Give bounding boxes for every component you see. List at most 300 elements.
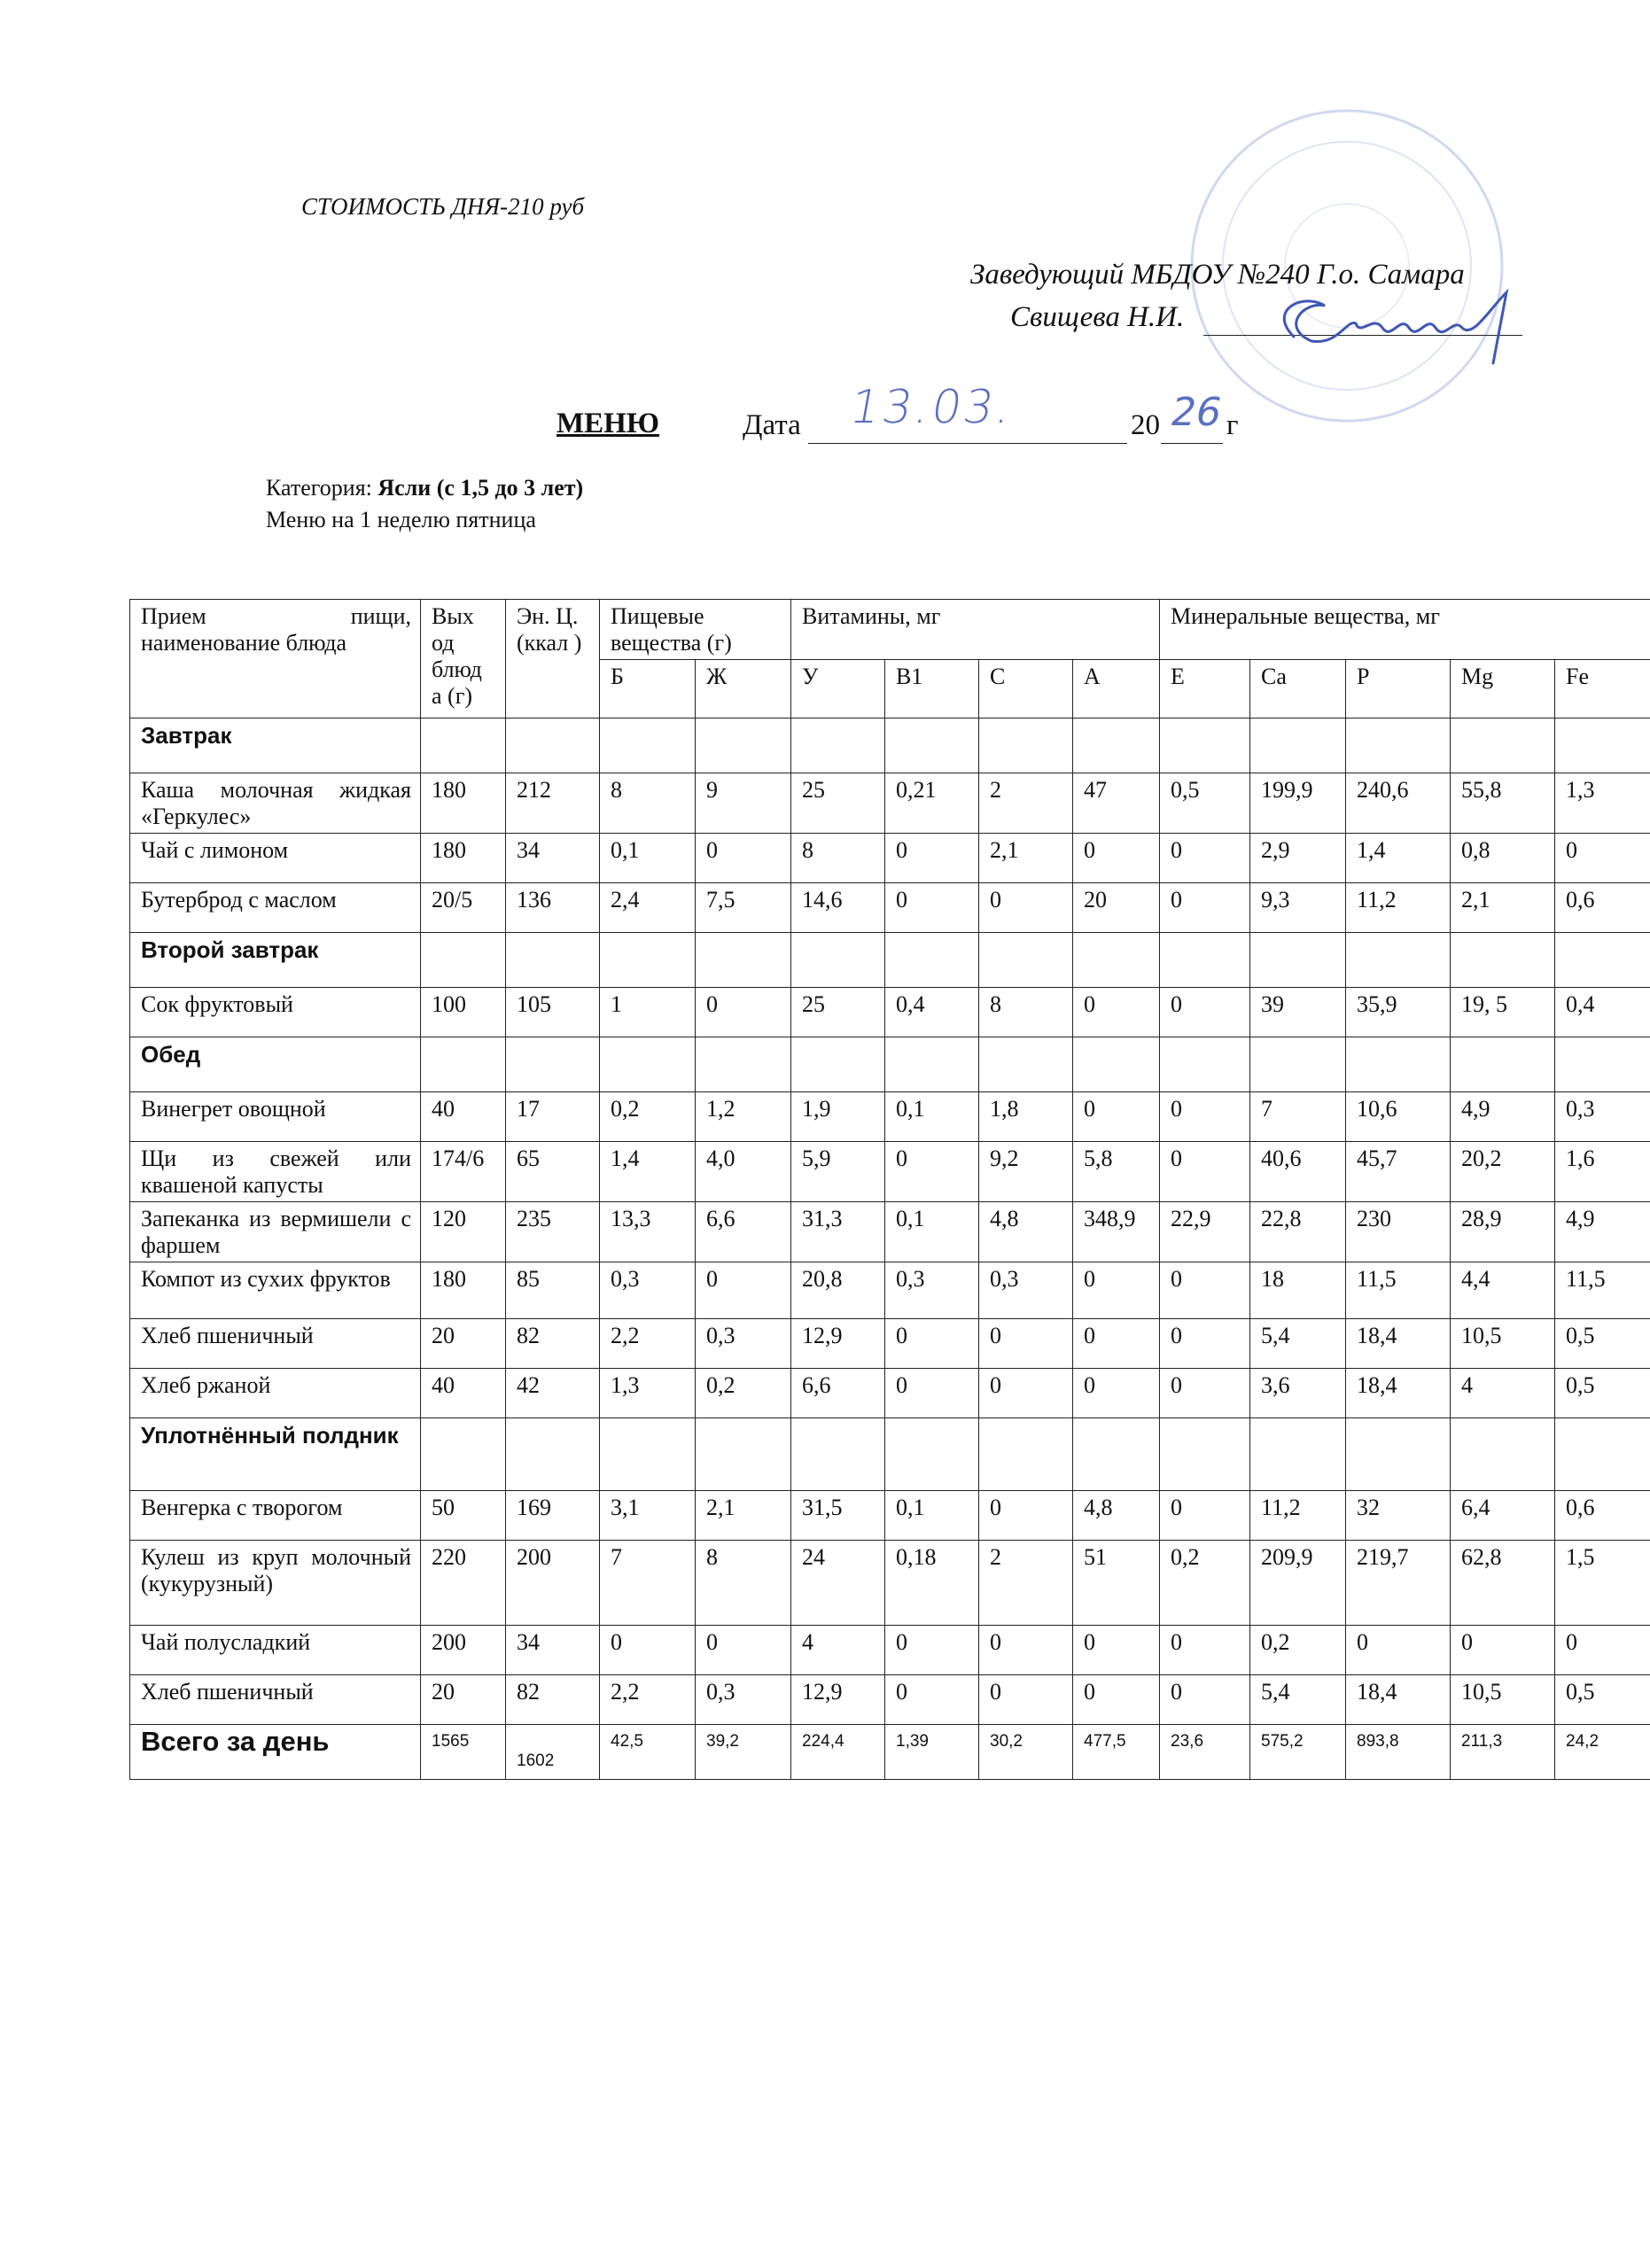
value-cell: 5,9 (791, 1142, 885, 1202)
empty-cell (885, 933, 979, 988)
value-cell: 0 (1160, 1369, 1250, 1418)
empty-cell (1451, 1037, 1555, 1092)
value-cell: 4,8 (979, 1202, 1073, 1262)
value-cell: 65 (506, 1142, 600, 1202)
value-cell: 0,2 (1160, 1541, 1250, 1626)
table-row (130, 1369, 1650, 1418)
table-row (130, 1541, 1650, 1626)
value-cell: 1,8 (979, 1092, 1073, 1142)
empty-cell (1555, 718, 1650, 773)
value-cell: 9,3 (1250, 883, 1346, 933)
value-cell: 0,2 (600, 1092, 696, 1142)
value-cell: 0 (1160, 1092, 1250, 1142)
section-row (130, 1418, 1650, 1491)
value-cell: 180 (421, 1262, 506, 1319)
empty-cell (1250, 933, 1346, 988)
value-cell: 18,4 (1346, 1369, 1451, 1418)
value-cell: 348,9 (1073, 1202, 1160, 1262)
value-cell: 0 (600, 1626, 696, 1675)
table-row (130, 773, 1650, 834)
empty-cell (1073, 1037, 1160, 1092)
value-cell: 0 (1160, 1626, 1250, 1675)
value-cell: 45,7 (1346, 1142, 1451, 1202)
value-cell: 1,9 (791, 1092, 885, 1142)
table-row (130, 1319, 1650, 1369)
empty-cell (600, 718, 696, 773)
value-cell: 0 (1160, 1262, 1250, 1319)
value-cell: 174/6 (421, 1142, 506, 1202)
table-row (130, 1626, 1650, 1675)
empty-cell (1346, 1037, 1451, 1092)
table-row (130, 988, 1650, 1037)
value-cell: 20,8 (791, 1262, 885, 1319)
dish-name: Щи из свежей или квашеной капусты (130, 1142, 421, 1202)
value-cell: 17 (506, 1092, 600, 1142)
empty-cell (506, 933, 600, 988)
approval-line-2: Свищева Н.И. (1010, 301, 1185, 333)
value-cell: 230 (1346, 1202, 1451, 1262)
dish-name: Сок фруктовый (130, 988, 421, 1037)
total-energy-value: 1602 (517, 1751, 555, 1770)
header-vitamins: Витамины, мг (791, 600, 1160, 660)
value-cell: 0,5 (1555, 1319, 1650, 1369)
value-cell: 2 (979, 773, 1073, 834)
empty-cell (1250, 718, 1346, 773)
value-cell: 0 (1073, 988, 1160, 1037)
value-cell: 0 (979, 1626, 1073, 1675)
table-row (130, 1262, 1650, 1319)
value-cell: 2,2 (600, 1319, 696, 1369)
value-cell: 169 (506, 1491, 600, 1541)
empty-cell (1160, 933, 1250, 988)
dish-name: Чай полусладкий (130, 1626, 421, 1675)
empty-cell (1555, 1418, 1650, 1491)
empty-cell (696, 718, 791, 773)
value-cell: 24 (791, 1541, 885, 1626)
empty-cell (1346, 933, 1451, 988)
value-cell: 0 (1160, 834, 1250, 883)
section-row (130, 718, 1650, 773)
value-cell: 34 (506, 834, 600, 883)
empty-cell (791, 1037, 885, 1092)
value-cell: 39 (1250, 988, 1346, 1037)
value-cell: 22,9 (1160, 1202, 1250, 1262)
value-cell: 219,7 (1346, 1541, 1451, 1626)
value-cell: 4,0 (696, 1142, 791, 1202)
value-cell: 20,2 (1451, 1142, 1555, 1202)
value-cell: 0 (885, 1626, 979, 1675)
table-row (130, 1675, 1650, 1725)
dish-name: Кулеш из круп молочный (кукурузный) (130, 1541, 421, 1626)
empty-cell (791, 933, 885, 988)
value-cell: 0 (979, 1369, 1073, 1418)
total-cell (506, 1725, 600, 1780)
empty-cell (1555, 933, 1650, 988)
value-cell: 0,3 (696, 1675, 791, 1725)
value-cell: 20 (421, 1675, 506, 1725)
total-cell: 477,5 (1073, 1725, 1160, 1780)
dish-name: Венгерка с творогом (130, 1491, 421, 1541)
value-cell: 0 (1346, 1626, 1451, 1675)
value-cell: 0 (885, 1369, 979, 1418)
value-cell: 18,4 (1346, 1319, 1451, 1369)
value-cell: 40,6 (1250, 1142, 1346, 1202)
value-cell: 12,9 (791, 1319, 885, 1369)
empty-cell (885, 718, 979, 773)
value-cell: 12,9 (791, 1675, 885, 1725)
value-cell: 3,6 (1250, 1369, 1346, 1418)
subheader-cell: Ca (1250, 660, 1346, 718)
value-cell: 2,1 (979, 834, 1073, 883)
value-cell: 240,6 (1346, 773, 1451, 834)
value-cell: 0 (1073, 1262, 1160, 1319)
value-cell: 62,8 (1451, 1541, 1555, 1626)
total-cell: 224,4 (791, 1725, 885, 1780)
value-cell: 31,5 (791, 1491, 885, 1541)
value-cell: 7 (1250, 1092, 1346, 1142)
header-row-1 (130, 600, 1650, 660)
empty-cell (1160, 1037, 1250, 1092)
empty-cell (1250, 1418, 1346, 1491)
empty-cell (600, 1418, 696, 1491)
page-title: МЕНЮ (556, 408, 659, 439)
value-cell: 0,3 (1555, 1092, 1650, 1142)
value-cell: 5,4 (1250, 1675, 1346, 1725)
table-row (130, 883, 1650, 933)
subheader-cell: P (1346, 660, 1451, 718)
value-cell: 0 (1451, 1626, 1555, 1675)
year-value: 26 (1166, 390, 1226, 435)
empty-cell (506, 718, 600, 773)
value-cell: 0,5 (1555, 1675, 1650, 1725)
value-cell: 18 (1250, 1262, 1346, 1319)
value-cell: 20 (421, 1319, 506, 1369)
date-label: Дата (743, 409, 801, 441)
value-cell: 5,4 (1250, 1319, 1346, 1369)
value-cell: 0 (1160, 883, 1250, 933)
total-cell: 1565 (421, 1725, 506, 1780)
section-title: Завтрак (130, 718, 421, 773)
empty-cell (1451, 933, 1555, 988)
value-cell: 0,1 (885, 1092, 979, 1142)
value-cell: 100 (421, 988, 506, 1037)
value-cell: 136 (506, 883, 600, 933)
subheader-cell: У (791, 660, 885, 718)
empty-cell (885, 1037, 979, 1092)
value-cell: 4,4 (1451, 1262, 1555, 1319)
value-cell: 10,6 (1346, 1092, 1451, 1142)
value-cell: 1,4 (1346, 834, 1451, 883)
value-cell: 2,9 (1250, 834, 1346, 883)
value-cell: 200 (421, 1626, 506, 1675)
value-cell: 0,6 (1555, 1491, 1650, 1541)
value-cell: 5,8 (1073, 1142, 1160, 1202)
header-nutrients: Пищевые вещества (г) (600, 600, 791, 660)
dish-name: Хлеб ржаной (130, 1369, 421, 1418)
dish-name: Чай с лимоном (130, 834, 421, 883)
value-cell: 1 (600, 988, 696, 1037)
value-cell: 199,9 (1250, 773, 1346, 834)
value-cell: 11,2 (1346, 883, 1451, 933)
empty-cell (506, 1418, 600, 1491)
value-cell: 0 (885, 834, 979, 883)
total-row (130, 1725, 1650, 1780)
dish-name: Каша молочная жидкая «Геркулес» (130, 773, 421, 834)
empty-cell (600, 1037, 696, 1092)
value-cell: 0,4 (885, 988, 979, 1037)
value-cell: 0,21 (885, 773, 979, 834)
value-cell: 11,5 (1555, 1262, 1650, 1319)
value-cell: 0,3 (600, 1262, 696, 1319)
value-cell: 0,8 (1451, 834, 1555, 883)
value-cell: 4,8 (1073, 1491, 1160, 1541)
value-cell: 0 (885, 1675, 979, 1725)
value-cell: 40 (421, 1092, 506, 1142)
value-cell: 42 (506, 1369, 600, 1418)
empty-cell (1250, 1037, 1346, 1092)
year-prefix: 20 (1131, 409, 1160, 441)
subheader-cell: B1 (885, 660, 979, 718)
value-cell: 32 (1346, 1491, 1451, 1541)
total-cell: 575,2 (1250, 1725, 1346, 1780)
empty-cell (1073, 718, 1160, 773)
dish-name: Хлеб пшеничный (130, 1319, 421, 1369)
total-cell: 24,2 (1555, 1725, 1650, 1780)
empty-cell (1346, 718, 1451, 773)
value-cell: 1,3 (1555, 773, 1650, 834)
value-cell: 2,1 (696, 1491, 791, 1541)
header-dish: Прием пищи, наименование блюда (130, 600, 421, 718)
value-cell: 40 (421, 1369, 506, 1418)
value-cell: 180 (421, 773, 506, 834)
year-suffix: г (1226, 409, 1239, 441)
value-cell: 20 (1073, 883, 1160, 933)
empty-cell (1555, 1037, 1650, 1092)
value-cell: 0 (979, 1675, 1073, 1725)
value-cell: 9,2 (979, 1142, 1073, 1202)
subheader-cell: Ж (696, 660, 791, 718)
value-cell: 0 (1073, 1319, 1160, 1369)
value-cell: 2 (979, 1541, 1073, 1626)
value-cell: 51 (1073, 1541, 1160, 1626)
value-cell: 22,8 (1250, 1202, 1346, 1262)
value-cell: 0 (696, 834, 791, 883)
table-row (130, 1092, 1650, 1142)
empty-cell (979, 933, 1073, 988)
section-title: Второй завтрак (130, 933, 421, 988)
value-cell: 0 (1160, 1142, 1250, 1202)
week-line: Меню на 1 неделю пятница (266, 507, 536, 532)
approval-line-1: Заведующий МБДОУ №240 Г.о. Самара (970, 259, 1465, 291)
empty-cell (791, 718, 885, 773)
value-cell: 82 (506, 1675, 600, 1725)
value-cell: 7,5 (696, 883, 791, 933)
value-cell: 0 (696, 1262, 791, 1319)
total-cell: 1,39 (885, 1725, 979, 1780)
value-cell: 0,1 (600, 834, 696, 883)
value-cell: 47 (1073, 773, 1160, 834)
value-cell: 6,6 (696, 1202, 791, 1262)
value-cell: 6,6 (791, 1369, 885, 1418)
value-cell: 220 (421, 1541, 506, 1626)
value-cell: 209,9 (1250, 1541, 1346, 1626)
empty-cell (1160, 718, 1250, 773)
empty-cell (696, 1037, 791, 1092)
value-cell: 13,3 (600, 1202, 696, 1262)
subheader-cell: E (1160, 660, 1250, 718)
value-cell: 0 (1073, 1092, 1160, 1142)
value-cell: 120 (421, 1202, 506, 1262)
handwritten-signature (1241, 275, 1533, 372)
value-cell: 0,4 (1555, 988, 1650, 1037)
value-cell: 0 (1073, 834, 1160, 883)
table-row (130, 1491, 1650, 1541)
empty-cell (1073, 933, 1160, 988)
value-cell: 55,8 (1451, 773, 1555, 834)
value-cell: 10,5 (1451, 1675, 1555, 1725)
value-cell: 14,6 (791, 883, 885, 933)
empty-cell (696, 1418, 791, 1491)
empty-cell (1451, 718, 1555, 773)
total-cell: 42,5 (600, 1725, 696, 1780)
value-cell: 4 (1451, 1369, 1555, 1418)
category-line (266, 475, 583, 501)
empty-cell (696, 933, 791, 988)
subheader-cell: A (1073, 660, 1160, 718)
value-cell: 0,18 (885, 1541, 979, 1626)
value-cell: 8 (979, 988, 1073, 1037)
value-cell: 1,6 (1555, 1142, 1650, 1202)
total-cell: 211,3 (1451, 1725, 1555, 1780)
value-cell: 20/5 (421, 883, 506, 933)
value-cell: 6,4 (1451, 1491, 1555, 1541)
value-cell: 11,5 (1346, 1262, 1451, 1319)
value-cell: 0,3 (979, 1262, 1073, 1319)
value-cell: 28,9 (1451, 1202, 1555, 1262)
section-title: Обед (130, 1037, 421, 1092)
value-cell: 0,2 (1250, 1626, 1346, 1675)
subheader-cell: Mg (1451, 660, 1555, 718)
empty-cell (600, 933, 696, 988)
menu-table (129, 599, 1650, 1780)
value-cell: 0 (696, 988, 791, 1037)
value-cell: 19, 5 (1451, 988, 1555, 1037)
date-value: 13.03. (845, 381, 1018, 434)
dish-name: Винегрет овощной (130, 1092, 421, 1142)
value-cell: 200 (506, 1541, 600, 1626)
value-cell: 9 (696, 773, 791, 834)
value-cell: 25 (791, 988, 885, 1037)
value-cell: 105 (506, 988, 600, 1037)
subheader-cell: C (979, 660, 1073, 718)
value-cell: 0 (979, 1319, 1073, 1369)
section-row (130, 933, 1650, 988)
dish-name: Компот из сухих фруктов (130, 1262, 421, 1319)
value-cell: 18,4 (1346, 1675, 1451, 1725)
value-cell: 0 (885, 1319, 979, 1369)
empty-cell (421, 1037, 506, 1092)
subheader-cell: Fe (1555, 660, 1650, 718)
category-value: Ясли (с 1,5 до 3 лет) (377, 475, 584, 501)
value-cell: 8 (696, 1541, 791, 1626)
value-cell: 4,9 (1451, 1092, 1555, 1142)
value-cell: 0 (1160, 1491, 1250, 1541)
value-cell: 0,1 (885, 1202, 979, 1262)
value-cell: 4 (791, 1626, 885, 1675)
section-title: Уплотнённый полдник (130, 1418, 421, 1491)
value-cell: 0 (1073, 1369, 1160, 1418)
value-cell: 0 (1073, 1626, 1160, 1675)
value-cell: 1,4 (600, 1142, 696, 1202)
value-cell: 0 (1555, 1626, 1650, 1675)
empty-cell (885, 1418, 979, 1491)
value-cell: 8 (600, 773, 696, 834)
empty-cell (1160, 1418, 1250, 1491)
date-underline (808, 443, 1127, 444)
empty-cell (1073, 1418, 1160, 1491)
day-cost: СТОИМОСТЬ ДНЯ-210 руб (301, 193, 585, 220)
table-row (130, 1142, 1650, 1202)
empty-cell (1346, 1418, 1451, 1491)
value-cell: 235 (506, 1202, 600, 1262)
value-cell: 85 (506, 1262, 600, 1319)
dish-name: Запеканка из вермишели с фаршем (130, 1202, 421, 1262)
value-cell: 212 (506, 773, 600, 834)
header-yield: Вых од блюд а (г) (421, 600, 506, 718)
value-cell: 11,2 (1250, 1491, 1346, 1541)
value-cell: 0,5 (1555, 1369, 1650, 1418)
value-cell: 8 (791, 834, 885, 883)
value-cell: 1,2 (696, 1092, 791, 1142)
empty-cell (979, 1418, 1073, 1491)
value-cell: 25 (791, 773, 885, 834)
empty-cell (791, 1418, 885, 1491)
value-cell: 10,5 (1451, 1319, 1555, 1369)
value-cell: 0 (1160, 1675, 1250, 1725)
header-minerals: Минеральные вещества, мг (1160, 600, 1650, 660)
table-row (130, 834, 1650, 883)
total-cell: 30,2 (979, 1725, 1073, 1780)
value-cell: 82 (506, 1319, 600, 1369)
total-cell: 39,2 (696, 1725, 791, 1780)
section-row (130, 1037, 1650, 1092)
empty-cell (421, 933, 506, 988)
subheader-cell: Б (600, 660, 696, 718)
value-cell: 0,5 (1160, 773, 1250, 834)
empty-cell (506, 1037, 600, 1092)
value-cell: 35,9 (1346, 988, 1451, 1037)
value-cell: 2,2 (600, 1675, 696, 1725)
empty-cell (979, 1037, 1073, 1092)
dish-name: Бутерброд с маслом (130, 883, 421, 933)
value-cell: 2,4 (600, 883, 696, 933)
value-cell: 0 (1555, 834, 1650, 883)
value-cell: 0,3 (696, 1319, 791, 1369)
header-energy: Эн. Ц. (ккал ) (506, 600, 600, 718)
total-label: Всего за день (130, 1725, 421, 1780)
value-cell: 0,1 (885, 1491, 979, 1541)
total-cell: 893,8 (1346, 1725, 1451, 1780)
value-cell: 0 (1073, 1675, 1160, 1725)
total-cell: 23,6 (1160, 1725, 1250, 1780)
value-cell: 1,5 (1555, 1541, 1650, 1626)
value-cell: 0,2 (696, 1369, 791, 1418)
value-cell: 4,9 (1555, 1202, 1650, 1262)
value-cell: 0 (696, 1626, 791, 1675)
value-cell: 34 (506, 1626, 600, 1675)
value-cell: 180 (421, 834, 506, 883)
year-underline (1161, 443, 1223, 444)
